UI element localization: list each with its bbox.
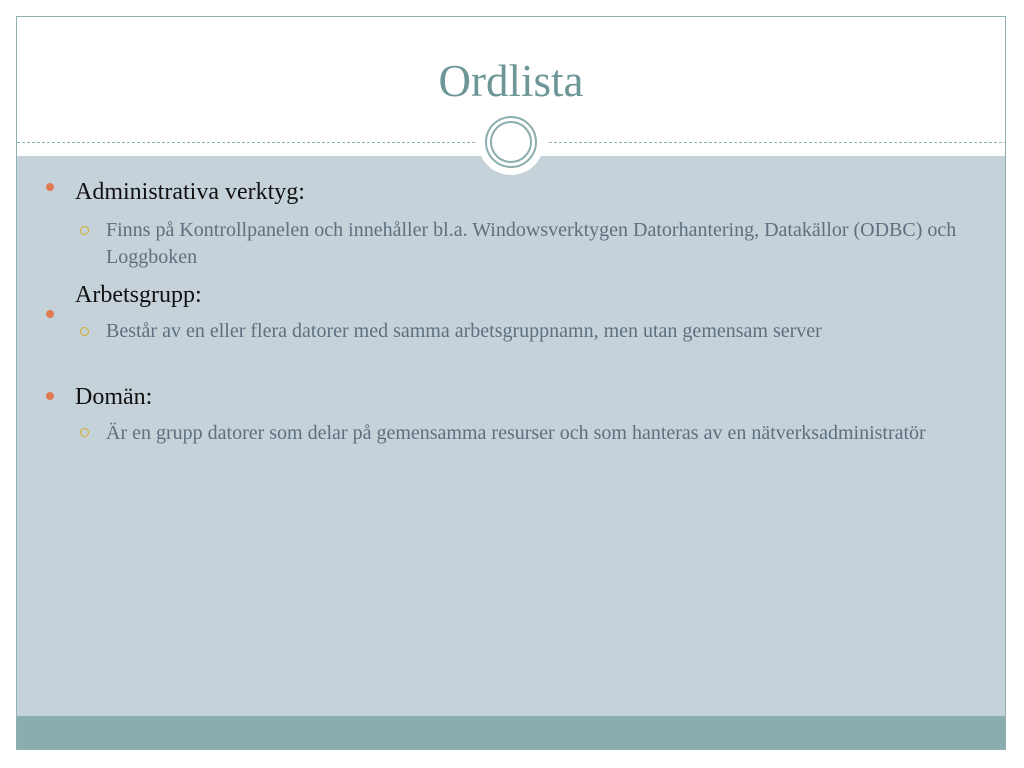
primary-bullet-icon xyxy=(46,392,54,400)
secondary-bullet-icon xyxy=(80,428,89,437)
primary-bullet-icon xyxy=(46,310,54,318)
secondary-bullet-icon xyxy=(80,327,89,336)
list-item-detail: Består av en eller flera datorer med samma arbetsgruppnamn, men utan gemensam server xyxy=(106,320,822,342)
primary-bullet-icon xyxy=(46,183,54,191)
title-divider-left xyxy=(17,142,475,143)
list-item-detail: Är en grupp datorer som delar på gemensamma resurser och som hanteras av en nätverksadministratör xyxy=(106,422,926,444)
slide-title: Ordlista xyxy=(438,56,584,106)
slide xyxy=(16,16,1006,750)
list-item-heading: Domän: xyxy=(75,384,153,410)
footer-band xyxy=(17,716,1005,750)
content-area xyxy=(17,156,1005,716)
list-item-heading: Administrativa verktyg: xyxy=(75,179,305,205)
circle-inner-ring-icon xyxy=(490,121,532,163)
title-divider-right xyxy=(549,142,1006,143)
list-item-heading: Arbetsgrupp: xyxy=(75,282,202,308)
list-item-detail: Finns på Kontrollpanelen och innehåller bl.a. Windowsverktygen Datorhantering, Datakällor (ODBC) och Loggboken xyxy=(106,219,957,268)
secondary-bullet-icon xyxy=(80,226,89,235)
